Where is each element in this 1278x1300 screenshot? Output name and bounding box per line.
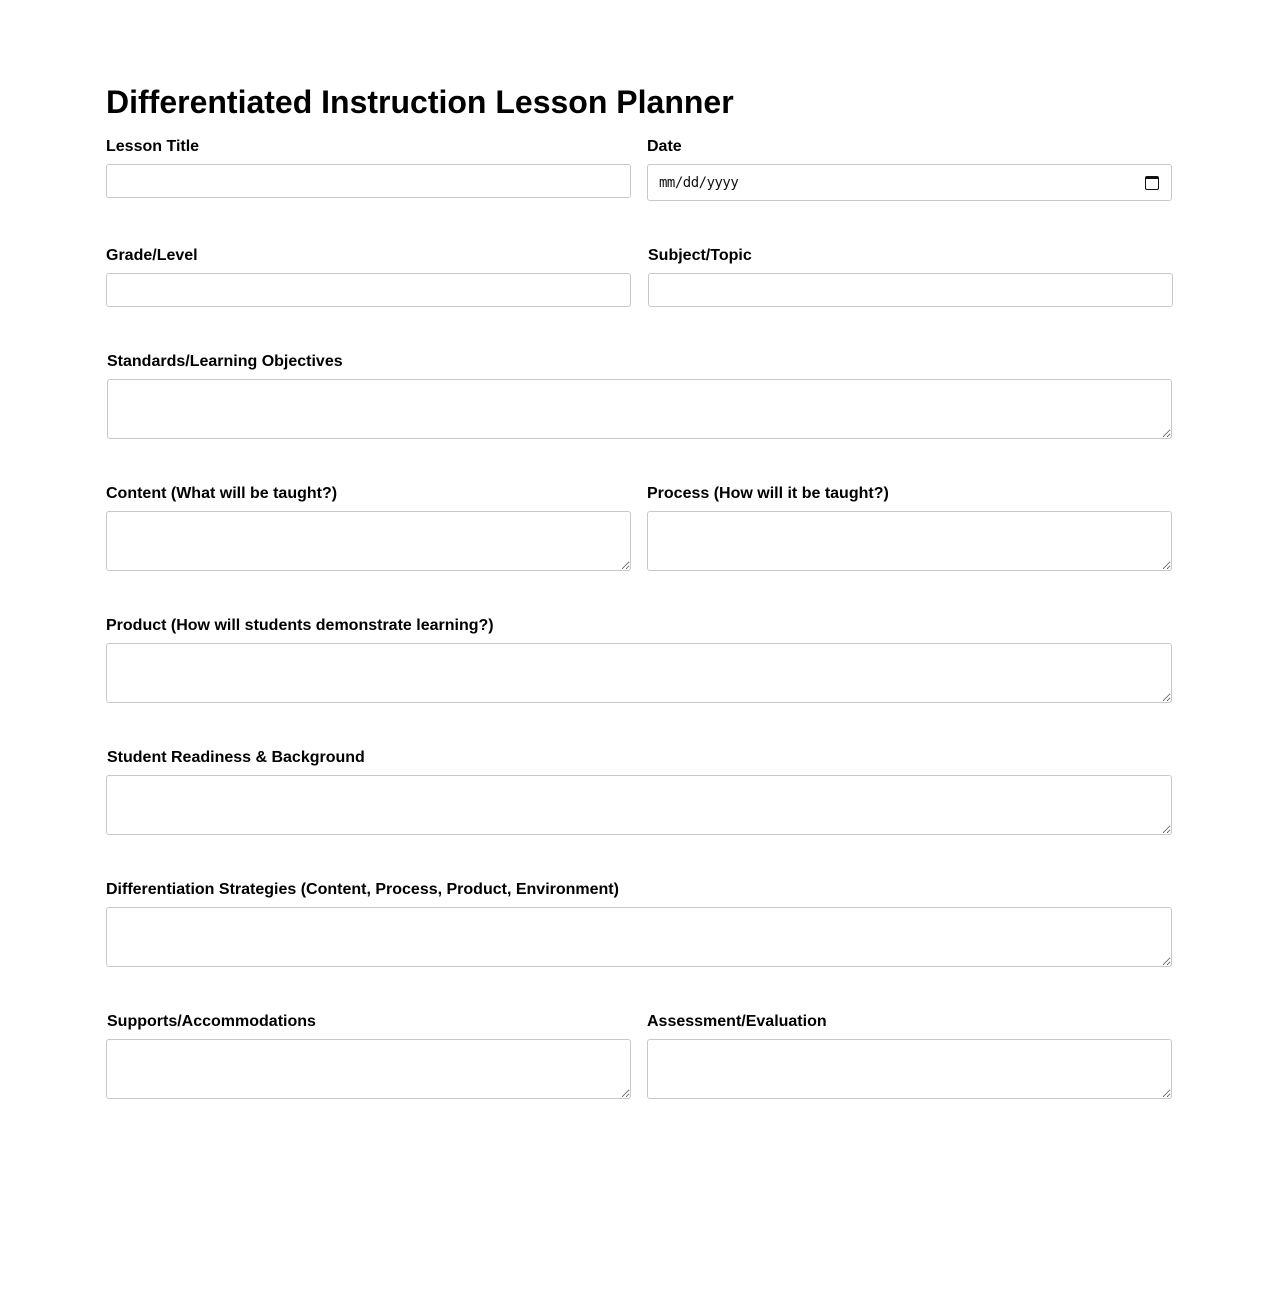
assessment-field [647, 1013, 1172, 1099]
standards-textarea[interactable] [107, 379, 1172, 439]
calendar-icon[interactable] [1145, 176, 1159, 190]
date-placeholder: mm/dd/yyyy [659, 174, 739, 191]
content-label: Content (What will be taught?) [106, 485, 338, 502]
supports-label: Supports/Accommodations [107, 1013, 316, 1030]
readiness-label: Student Readiness & Background [107, 749, 365, 766]
grade-level-label: Grade/Level [106, 247, 198, 264]
process-field [647, 485, 1172, 571]
grade-level-input[interactable] [106, 273, 631, 307]
supports-textarea[interactable] [106, 1039, 631, 1099]
subject-topic-field [648, 247, 1173, 307]
strategies-field [106, 881, 1172, 967]
page-title: Differentiated Instruction Lesson Planner [106, 84, 734, 120]
date-input[interactable] [647, 164, 1172, 201]
supports-field [106, 1013, 631, 1099]
process-label: Process (How will it be taught?) [647, 485, 889, 502]
date-field [647, 138, 1172, 201]
strategies-textarea[interactable] [106, 907, 1172, 967]
date-label: Date [647, 138, 682, 155]
product-field [106, 617, 1172, 703]
lesson-title-field [106, 138, 631, 198]
standards-field [107, 353, 1172, 439]
content-field [106, 485, 631, 571]
strategies-label: Differentiation Strategies (Content, Process, Product, Environment) [106, 881, 619, 898]
product-label: Product (How will students demonstrate learning?) [106, 617, 494, 634]
assessment-textarea[interactable] [647, 1039, 1172, 1099]
process-textarea[interactable] [647, 511, 1172, 571]
lesson-title-input[interactable] [106, 164, 631, 198]
standards-label: Standards/Learning Objectives [107, 353, 343, 370]
subject-topic-input[interactable] [648, 273, 1173, 307]
readiness-field [106, 749, 1172, 835]
readiness-textarea[interactable] [106, 775, 1172, 835]
product-textarea[interactable] [106, 643, 1172, 703]
assessment-label: Assessment/Evaluation [647, 1013, 827, 1030]
grade-level-field [106, 247, 631, 307]
content-textarea[interactable] [106, 511, 631, 571]
lesson-title-label: Lesson Title [106, 138, 200, 155]
subject-topic-label: Subject/Topic [648, 247, 752, 264]
